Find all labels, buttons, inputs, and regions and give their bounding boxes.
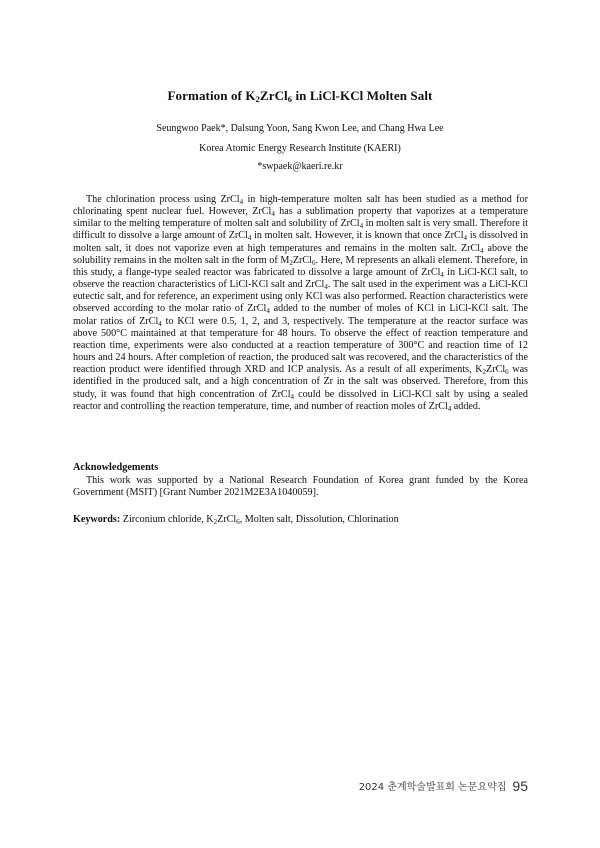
title-subscript: 6 bbox=[287, 94, 293, 104]
acknowledgements-heading: Acknowledgements bbox=[73, 462, 159, 473]
title-subscript: 2 bbox=[255, 94, 260, 104]
acknowledgements-body: This work was supported by a National Research Foundation of Korea grant funded by the Korea Government (MSIT) [Grant Number 2021M2E3A1040059]. bbox=[73, 475, 528, 499]
title-text: in LiCl-KCl Molten Salt bbox=[292, 88, 433, 103]
author-list: Seungwoo Paek*, Dalsung Yoon, Sang Kwon Lee, and Chang Hwa Lee bbox=[156, 123, 444, 134]
keywords bbox=[73, 514, 528, 525]
page-footer bbox=[359, 778, 528, 794]
keywords-list: Zirconium chloride, $K_2ZrCl_6$, Molten salt, Dissolution, Chlorination bbox=[120, 514, 399, 526]
affiliation: Korea Atomic Energy Research Institute (KAERI) bbox=[199, 143, 401, 154]
contact-email: *swpaek@kaeri.re.kr bbox=[257, 161, 343, 172]
page-number: 95 bbox=[512, 778, 528, 794]
title-text: Formation of K bbox=[167, 88, 256, 103]
title-text: ZrCl bbox=[259, 88, 288, 103]
proceedings-name: 2024 춘계학술발표회 논문요약집 bbox=[358, 782, 507, 793]
abstract-body: The chlorination process using ZrCl$_4$ in high-temperature molten salt has been studied as a method for chlorinating spent nuclear fuel. However, ZrCl$_4$ has a sublimation property that vaporizes at a temperature similar to the melting temperature of molten salt and solubility of ZrCl$_4$ in molten salt is very small. Therefore it difficult to dissolve a large amount of ZrCl$_4$ in molten salt. However, it is known that once ZrCl$_4$ is dissolved in molten salt, it does not vaporize even at high temperatures and remains in the molten salt. ZrCl$_4$ above the solubility remains in the molten salt in the form of $M_2ZrCl_6$. Here, M represents an alkali element. Therefore, in this study, a flange-type sealed reactor was fabricated to dissolve a large amount of ZrCl$_4$ in LiCl-KCl salt, to observe the reaction characteristics of LiCl-KCl salt and ZrCl$_4$. The salt used in the experiment was a LiCl-KCl eutectic salt, and for reference, an experiment using only KCl was also performed. Reaction characteristics were observed according to the molar ratio of ZrCl$_4$ added to the number of moles of KCl in LiCl-KCl salt. The molar ratios of ZrCl$_4$ to KCl were 0.5, 1, 2, and 3, respectively. The temperature at the reactor surface was above 500°C maintained at that temperature for 48 hours. To observe the effect of reaction temperature and reaction time, experiments were also conducted at a reaction temperature of 300°C and reaction time of 12 hours and 24 hours. After completion of reaction, the produced salt was recovered, and the characteristics of the reaction product were identified through XRD and ICP analysis. As a result of all experiments, $K_2ZrCl_6$ was identified in the produced salt, and a high concentration of Zr in the salt was observed. Therefore, from this study, it was found that high concentration of ZrCl$_4$ could be dissolved in LiCl-KCl salt by using a sealed reactor and controlling the reaction temperature, time, and number of reaction moles of ZrCl$_4$ added. bbox=[73, 194, 529, 413]
keywords-label: Keywords: bbox=[73, 514, 121, 525]
paper-title bbox=[0, 88, 600, 104]
